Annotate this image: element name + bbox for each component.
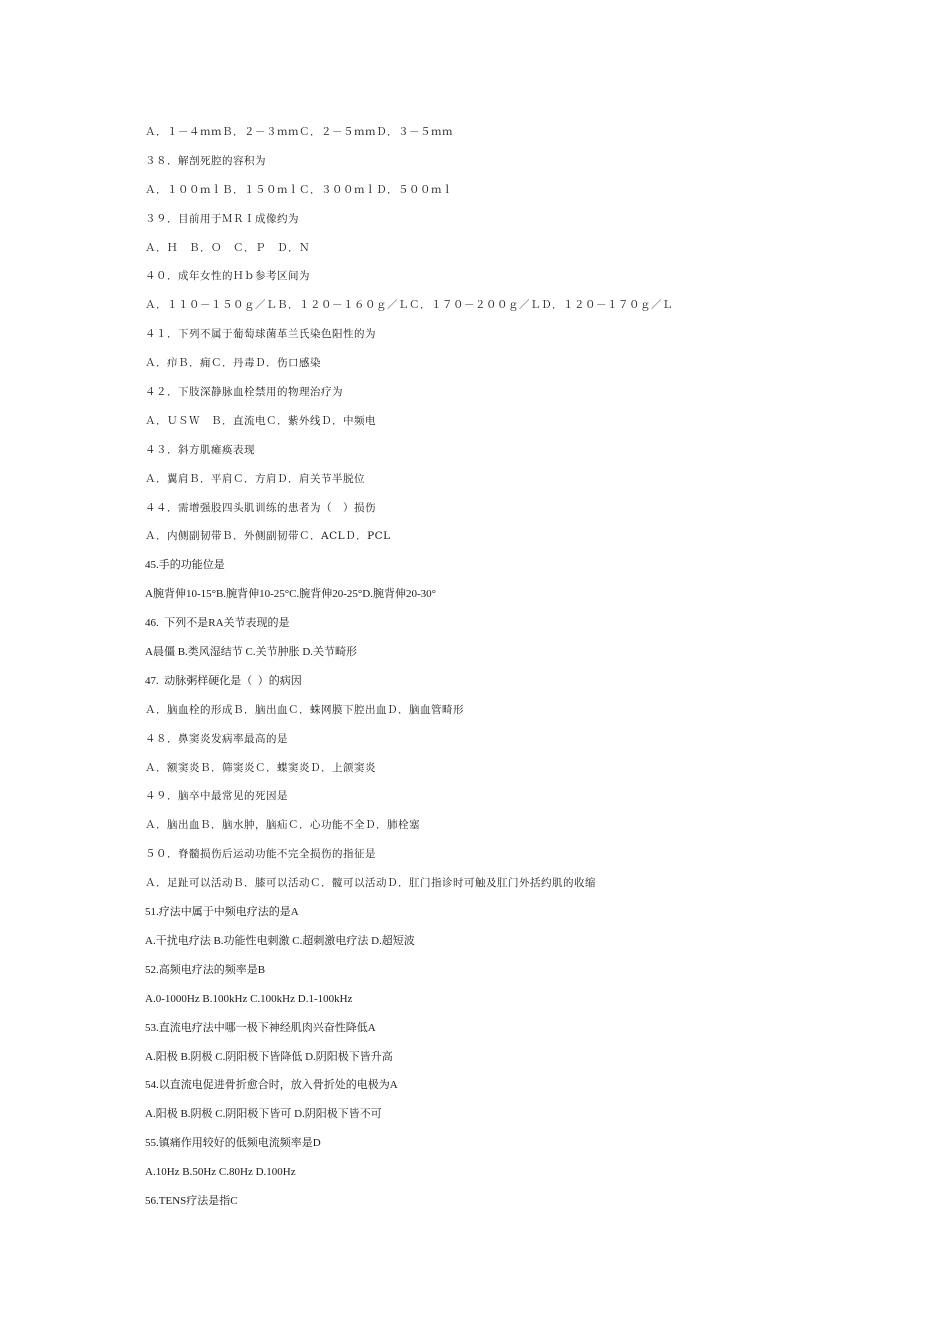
text-line: ３９．目前用于ＭＲＩ成像约为: [145, 212, 299, 225]
text-line: Ａ．ＵＳＷ Ｂ．直流电Ｃ．紫外线Ｄ．中频电: [145, 414, 376, 427]
text-line: ３８．解剖死腔的容积为: [145, 154, 266, 167]
text-line: Ａ．脑血栓的形成Ｂ．脑出血Ｃ．蛛网膜下腔出血Ｄ．脑血管畸形: [145, 703, 464, 716]
text-line: ４０．成年女性的Ｈｂ参考区间为: [145, 270, 310, 283]
text-line: Ａ．１００ｍｌＢ．１５０ｍｌＣ．３００ｍｌＤ．５００ｍｌ: [145, 183, 453, 196]
text-line: A晨僵 B.类风湿结节 C.关节肿胀 D.关节畸形: [145, 646, 358, 659]
document-body: [145, 122, 905, 1220]
text-line: Ａ．１１０－１５０ｇ／ＬＢ．１２０－１６０ｇ／ＬＣ．１７０－２００ｇ／ＬＤ．１２０－１７０ｇ／Ｌ: [145, 299, 673, 312]
text-line: A.10Hz B.50Hz C.80Hz D.100Hz: [145, 1166, 296, 1179]
text-line: Ａ．脑出血Ｂ．脑水肿，脑疝Ｃ．心功能不全Ｄ．肺栓塞: [145, 819, 420, 832]
text-line: 51.疗法中属于中频电疗法的是A: [145, 906, 299, 919]
text-line: 46. 下列不是RA关节表现的是: [145, 617, 290, 630]
text-line: A.干扰电疗法 B.功能性电刺激 C.超刺激电疗法 D.超短波: [145, 934, 415, 947]
text-line: ４３．斜方肌瘫痪表现: [145, 443, 255, 456]
text-line: Ａ．内侧副韧带Ｂ．外侧副韧带Ｃ．ACLＤ．PCL: [145, 530, 391, 543]
text-line: Ａ．Ｈ Ｂ．Ｏ Ｃ．Ｐ Ｄ．Ｎ: [145, 241, 310, 254]
text-line: A腕背伸10-15°B.腕背伸10-25°C.腕背伸20-25°D.腕背伸20-30°: [145, 588, 437, 601]
text-line: ４１．下列不属于葡萄球菌革兰氏染色阳性的为: [145, 328, 376, 341]
text-line: Ａ．额窦炎Ｂ．筛窦炎Ｃ．蝶窦炎Ｄ．上颌窦炎: [145, 761, 376, 774]
text-line: ５０．脊髓损伤后运动功能不完全损伤的指征是: [145, 848, 376, 861]
text-line: 55.镇痛作用较好的低频电流频率是D: [145, 1137, 321, 1150]
text-line: 53.直流电疗法中哪一极下神经肌肉兴奋性降低A: [145, 1021, 376, 1034]
text-line: A.0-1000Hz B.100kHz C.100kHz D.1-100kHz: [145, 992, 353, 1005]
text-line: 45.手的功能位是: [145, 559, 225, 572]
text-line: 54.以直流电促进骨折愈合时，放入骨折处的电极为A: [145, 1079, 398, 1092]
text-line: A.阳极 B.阴极 C.阴阳极下皆可 D.阴阳极下皆不可: [145, 1108, 382, 1121]
text-line: ４９．脑卒中最常见的死因是: [145, 790, 288, 803]
text-line: Ａ．１－４ｍｍＢ．２－３ｍｍＣ．２－５ｍｍＤ．３－５ｍｍ: [145, 126, 453, 138]
text-line: 56.TENS疗法是指C: [145, 1194, 238, 1207]
text-line: ４８．鼻窦炎发病率最高的是: [145, 732, 288, 745]
text-line: 52.高频电疗法的频率是B: [145, 963, 266, 976]
text-line: Ａ．足趾可以活动Ｂ．膝可以活动Ｃ．髋可以活动Ｄ．肛门指诊时可触及肛门外括约肌的收缩: [145, 877, 596, 890]
text-line: 47. 动脉粥样硬化是（ ）的病因: [145, 674, 302, 687]
text-line: ４２．下肢深静脉血栓禁用的物理治疗为: [145, 386, 343, 399]
text-line: A.阳极 B.阴极 C.阴阳极下皆降低 D.阴阳极下皆升高: [145, 1050, 393, 1063]
text-line: Ａ．翼肩Ｂ．平肩Ｃ．方肩Ｄ．肩关节半脱位: [145, 472, 365, 485]
text-line: ４４．需增强股四头肌训练的患者为（ ）损伤: [145, 501, 376, 514]
text-line: Ａ．疖Ｂ．痈Ｃ．丹毒Ｄ．伤口感染: [145, 357, 321, 370]
